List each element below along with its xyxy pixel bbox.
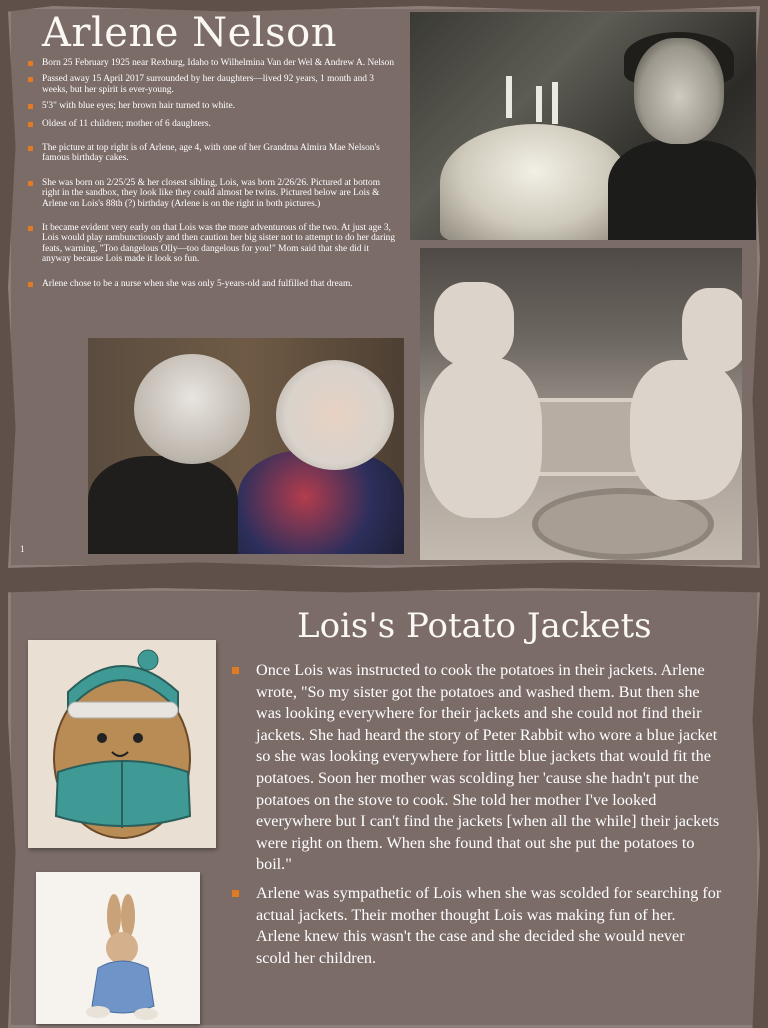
story-text: Arlene was sympathetic of Lois when she was scolded for searching for actual jackets. Their mother thought Lois was making fun of her. Arlene knew this wasn't the case and she decided she would never scold her children. <box>256 883 722 967</box>
story-item <box>230 883 722 969</box>
bio-text: Passed away 15 April 2017 surrounded by her daughters—lived 92 years, 1 month and 3 weeks, but her spirit is ever-young. <box>42 74 374 95</box>
story-item <box>230 660 722 876</box>
sandbox-photo <box>420 248 742 560</box>
peter-rabbit-icon <box>36 872 200 1024</box>
candle-image <box>536 86 542 122</box>
bullet-icon <box>232 667 239 674</box>
bullet-icon <box>28 226 33 231</box>
bio-text: The picture at top right is of Arlene, age 4, with one of her Grandma Almira Mae Nelson's famous birthday cakes. <box>42 143 380 164</box>
bio-text: Born 25 February 1925 near Rexburg, Idaho to Wilhelmina Van der Wel & Andrew A. Nelson <box>42 58 395 68</box>
bio-item <box>28 58 400 68</box>
bullet-icon <box>28 61 33 66</box>
girl-dress-image <box>608 140 756 240</box>
potato-jacket-icon <box>28 640 216 848</box>
bio-text: Oldest of 11 children; mother of 6 daughters. <box>42 118 211 129</box>
bio-text: Arlene chose to be a nurse when she was only 5-years-old and fulfilled that dream. <box>42 278 353 289</box>
bullet-icon <box>28 181 33 186</box>
bio-text: It became evident very early on that Lois was the more adventurous of the two. At just age 3, Lois would play rambunctiously and then caution her big sister not to attempt to do her daring feats, warning, "Too dangelous Olly—too dangelous for you!" Mom said that she did it anyway because Lois made it look so fun. <box>42 223 396 265</box>
candle-image <box>506 76 512 118</box>
bio-text: 5'3" with blue eyes; her brown hair turned to white. <box>42 101 235 112</box>
bio-item <box>28 223 400 265</box>
bullet-icon <box>28 146 33 151</box>
story-list <box>230 660 722 976</box>
bio-item <box>28 279 400 289</box>
lois-head-image <box>134 354 250 464</box>
bio-item <box>28 101 400 111</box>
cake-photo <box>410 12 756 240</box>
candle-image <box>552 82 558 124</box>
arlene-head-image <box>276 360 394 470</box>
bullet-icon <box>28 77 33 82</box>
potato-illustration <box>28 640 216 848</box>
lois-body-image <box>424 358 542 518</box>
bio-item <box>28 143 400 164</box>
bio-list <box>28 58 400 296</box>
girl-face-image <box>634 38 724 144</box>
bio-item <box>28 178 400 209</box>
bio-text: She was born on 2/25/25 & her closest sibling, Lois, was born 2/26/26. Pictured at bottom right in the sandbox, they look like they could almost be twins. Pictured below are Lois & Arlene on Lois's 88th (?) birthday (Arlene is on the right in both pictures.) <box>42 177 380 209</box>
bullet-icon <box>28 122 33 127</box>
bullet-icon <box>28 104 33 109</box>
bullet-icon <box>232 890 239 897</box>
lois-jacket-image <box>88 456 238 554</box>
slide2-title: Lois's Potato Jackets <box>297 606 652 646</box>
lois-head-image <box>434 282 514 366</box>
bullet-icon <box>28 282 33 287</box>
story-text: Once Lois was instructed to cook the potatoes in their jackets. Arlene wrote, "So my sister got the potatoes and washed them. But then she was looking everywhere for their jackets and she could not find their jackets. She had heard the story of Peter Rabbit who wore a blue jacket so she was looking everywhere for little blue jackets that would fit the potatoes. Soon her mother was scolding her 'cause she hadn't put the potatoes on the stove to cook. She told her mother I've looked everywhere but I can't find the jackets [when all the while] their jackets were right on them. When she found that out she put the potatoes to boil." <box>256 661 720 874</box>
slide1-title: Arlene Nelson <box>42 10 337 56</box>
arlene-body-image <box>630 360 742 500</box>
bio-item <box>28 74 400 95</box>
page-number: 1 <box>20 544 25 554</box>
sisters-photo <box>88 338 404 554</box>
bio-item <box>28 119 400 129</box>
rabbit-illustration <box>36 872 200 1024</box>
birthday-cake-image <box>440 124 630 240</box>
